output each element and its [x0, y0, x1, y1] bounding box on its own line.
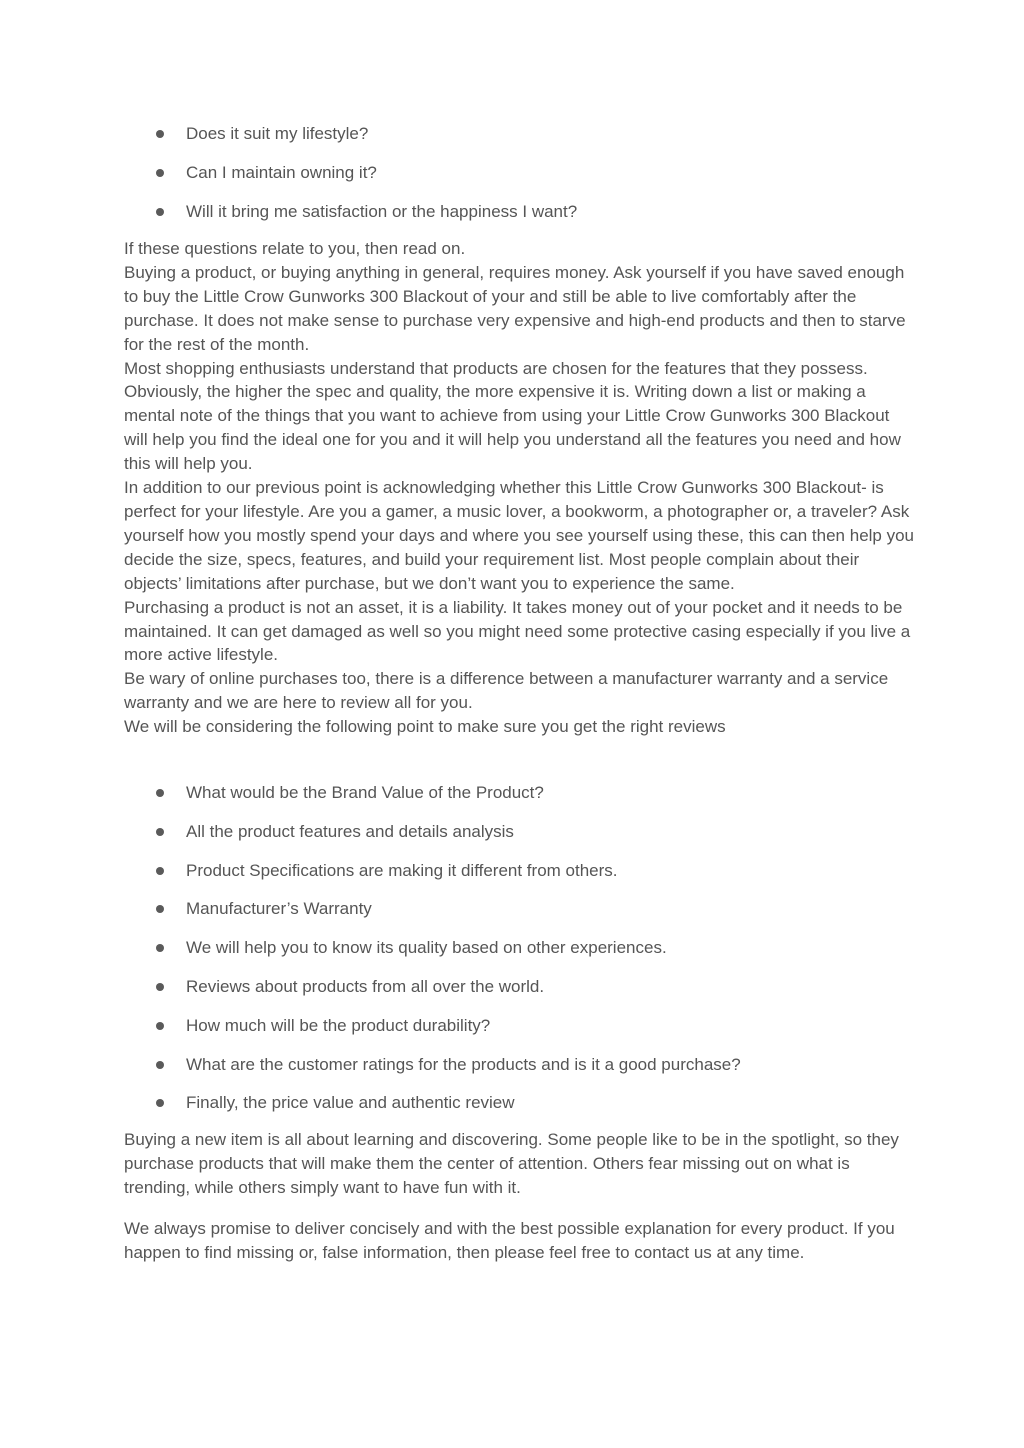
list-item	[124, 200, 577, 224]
list-item-text: Manufacturer’s Warranty	[186, 899, 372, 919]
paragraph: Purchasing a product is not an asset, it is a liability. It takes money out of your pocket and it needs to be maintained. It can get damaged as well so you might need some protective casing especially if you live a more active lifestyle.	[124, 597, 911, 665]
list-item	[124, 161, 577, 185]
bullet-icon	[156, 169, 164, 177]
paragraph: If these questions relate to you, then read on.	[124, 239, 466, 258]
list-item-text: Does it suit my lifestyle?	[186, 124, 369, 143]
bullet-icon	[156, 828, 164, 836]
list-item	[124, 781, 741, 805]
bullet-icon	[156, 1099, 164, 1107]
paragraph: In addition to our previous point is acknowledging whether this Little Crow Gunworks 300 Blackout- is perfect for your lifestyle. Are you a gamer, a music lover, a bookworm, a photographer or, a traveler? Ask yourself how you mostly spend your days and where you see yourself using these, this can then help you decide the size, specs, features, and build your requirement list. Most people complain about their objects’ limitations after purchase, but we don’t want you to experience the same.	[124, 478, 915, 593]
list-item-text: How much will be the product durability?	[186, 1015, 491, 1035]
list-item	[124, 897, 741, 921]
list-item	[124, 975, 741, 999]
list-item	[124, 936, 741, 960]
list-item	[124, 1091, 741, 1115]
list-item-text: Product Specifications are making it different from others.	[186, 860, 618, 880]
body-text-main	[124, 237, 914, 739]
list-item	[124, 1053, 741, 1077]
list-item-text: Will it bring me satisfaction or the happiness I want?	[186, 201, 578, 221]
body-text-closing-2	[124, 1217, 914, 1265]
list-item-text: Can I maintain owning it?	[186, 162, 377, 182]
list-item	[124, 820, 741, 844]
bullet-icon	[156, 130, 164, 138]
list-item-text: Reviews about products from all over the world.	[186, 976, 545, 996]
list-item-text: What would be the Brand Value of the Product?	[186, 783, 544, 802]
paragraph: Be wary of online purchases too, there is a difference between a manufacturer warranty and a service warranty and we are here to review all for you.	[124, 669, 889, 713]
bullet-icon	[156, 789, 164, 797]
list-item-text: All the product features and details analysis	[186, 821, 514, 841]
bullet-icon	[156, 1022, 164, 1030]
bullet-icon	[156, 867, 164, 875]
paragraph: We will be considering the following point to make sure you get the right reviews	[124, 717, 726, 737]
bullet-list-questions	[124, 122, 577, 224]
paragraph: Buying a new item is all about learning and discovering. Some people like to be in the spotlight, so they purchase products that will make them the center of attention. Others fear missing out on what is trending, while others simply want to have fun with it.	[124, 1130, 899, 1197]
bullet-icon	[156, 208, 164, 216]
list-item-text: What are the customer ratings for the products and is it a good purchase?	[186, 1054, 741, 1074]
bullet-list-review-points	[124, 781, 741, 1115]
list-item-text: We will help you to know its quality based on other experiences.	[186, 938, 667, 958]
paragraph: Buying a product, or buying anything in general, requires money. Ask yourself if you have saved enough to buy the Little Crow Gunworks 300 Blackout of your and still be able to live comfortably after the purchase. It does not make sense to purchase very expensive and high-end products and then to starve for the rest of the month.	[124, 262, 906, 354]
list-item	[124, 122, 577, 146]
paragraph: Most shopping enthusiasts understand that products are chosen for the features that they possess. Obviously, the higher the spec and quality, the more expensive it is. Writing down a list or making a mental note of the things that you want to achieve from using your Little Crow Gunworks 300 Blackout will help you find the ideal one for you and it will help you understand all the features you need and how this will help you.	[124, 358, 901, 474]
body-text-closing-1	[124, 1128, 914, 1200]
bullet-icon	[156, 1061, 164, 1069]
bullet-icon	[156, 983, 164, 991]
list-item	[124, 1014, 741, 1038]
list-item-text: Finally, the price value and authentic review	[186, 1093, 515, 1113]
bullet-icon	[156, 944, 164, 952]
list-item	[124, 859, 741, 883]
paragraph: We always promise to deliver concisely and with the best possible explanation for every product. If you happen to find missing or, false information, then please feel free to contact us at any time.	[124, 1219, 895, 1262]
bullet-icon	[156, 905, 164, 913]
